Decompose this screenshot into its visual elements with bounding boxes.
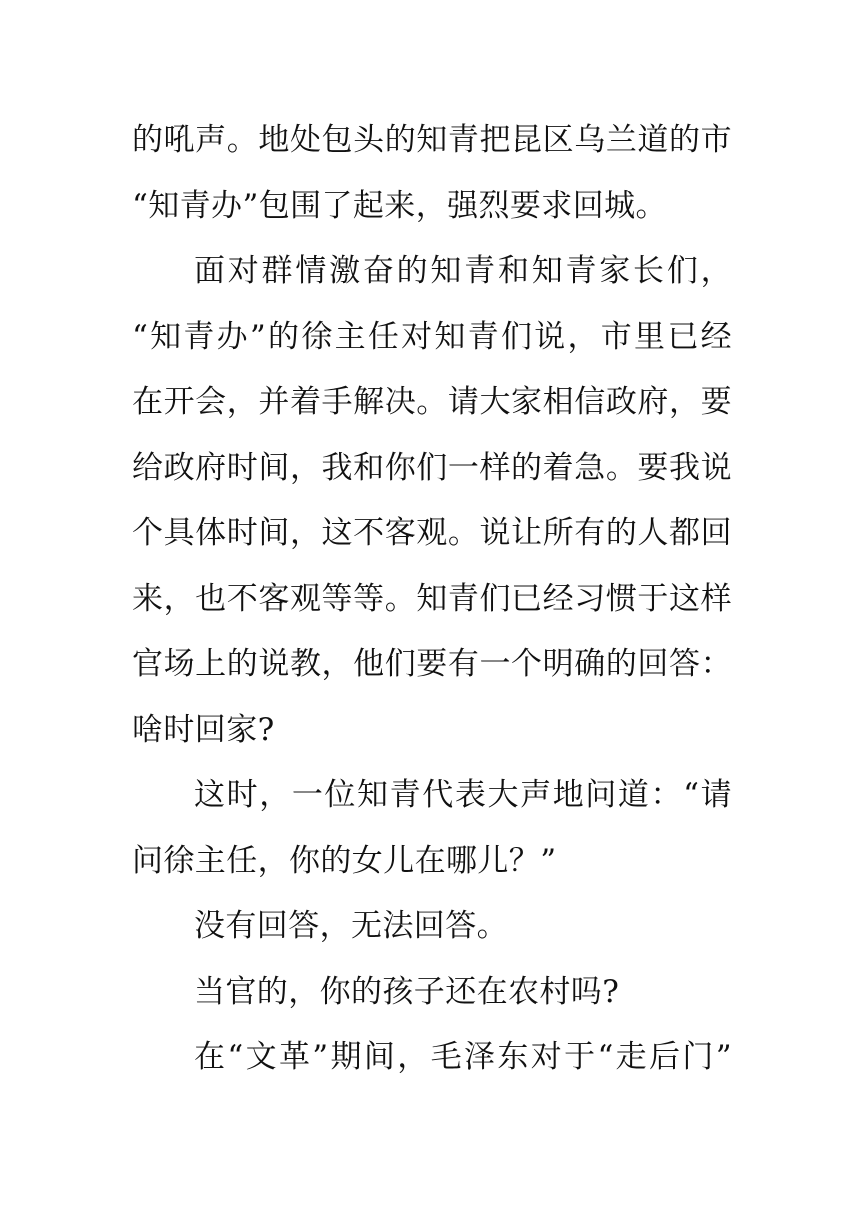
paragraph-first-line: 当官的，你的孩子还在农村吗? bbox=[194, 973, 620, 1010]
text-line: 的吼声。地处包头的知青把昆区乌兰道的市 bbox=[132, 122, 732, 158]
body-text bbox=[132, 108, 732, 1091]
text-line: “知青办”的徐主任对知青们说，市里已经 bbox=[132, 318, 732, 355]
paragraph-first-line: 这时，一位知青代表大声地问道：“请 bbox=[194, 777, 732, 813]
text-line: 个具体时间，这不客观。说让所有的人都回 bbox=[132, 515, 732, 551]
text-line: 来，也不客观等等。知青们已经习惯于这样 bbox=[132, 580, 732, 617]
text-line: 啥时回家? bbox=[132, 711, 275, 748]
paragraph-first-line: 面对群情激奋的知青和知青家长们， bbox=[194, 253, 732, 289]
paragraph-first-line: 没有回答，无法回答。 bbox=[194, 908, 508, 944]
text-line: 给政府时间，我和你们一样的着急。要我说 bbox=[132, 449, 732, 486]
text-line: “知青办”包围了起来，强烈要求回城。 bbox=[132, 187, 667, 224]
text-line: 问徐主任，你的女儿在哪儿？” bbox=[132, 842, 557, 879]
paragraph-first-line: 在“文革”期间，毛泽东对于“走后门” bbox=[194, 1039, 732, 1075]
text-line: 官场上的说教，他们要有一个明确的回答： bbox=[132, 646, 732, 682]
text-line: 在开会，并着手解决。请大家相信政府，要 bbox=[132, 384, 732, 420]
